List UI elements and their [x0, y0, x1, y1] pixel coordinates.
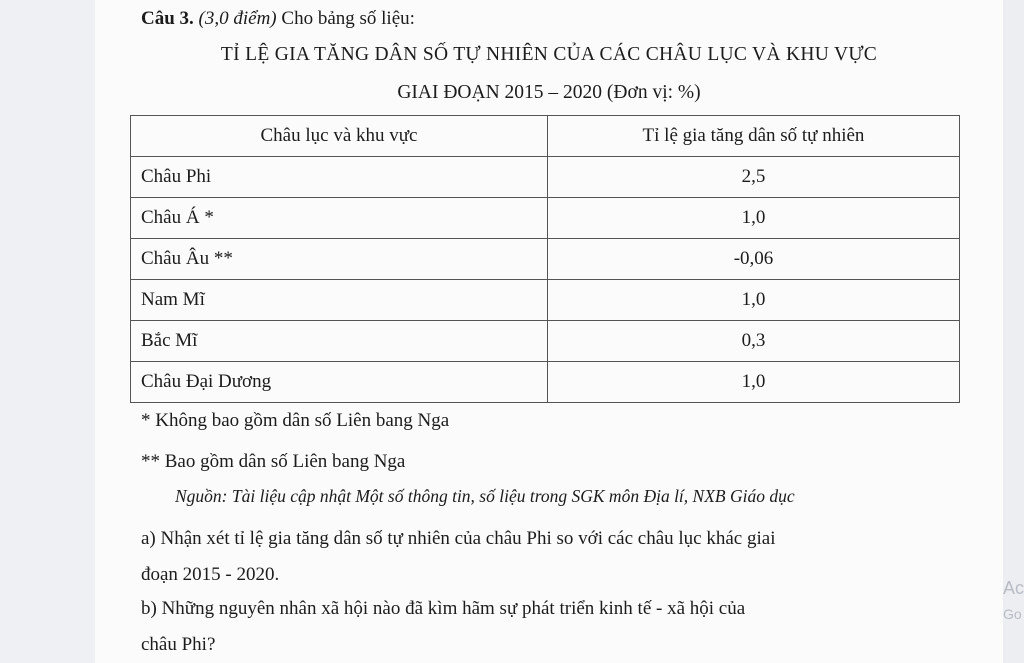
header-rate: Tỉ lệ gia tăng dân số tự nhiên: [548, 116, 960, 157]
rate-cell: -0,06: [548, 239, 960, 280]
question-points: (3,0 điểm): [198, 8, 277, 29]
question-prompt: Cho bảng số liệu:: [281, 8, 415, 29]
table-row: [131, 157, 960, 198]
rate-cell: 1,0: [548, 362, 960, 403]
data-table: [130, 115, 960, 403]
activation-watermark-line1: Ac: [1003, 578, 1024, 598]
rate-cell: 0,3: [548, 321, 960, 362]
question-a-line2: đoạn 2015 - 2020.: [141, 564, 280, 585]
region-cell: Bắc Mĩ: [131, 321, 548, 362]
activation-watermark-line2: Go: [1003, 606, 1022, 622]
region-cell: Châu Phi: [131, 157, 548, 198]
region-cell: Châu Á *: [131, 198, 548, 239]
table-header-row: [131, 116, 960, 157]
region-cell: Nam Mĩ: [131, 280, 548, 321]
table-title-line2: GIAI ĐOẠN 2015 – 2020 (Đơn vị: %): [397, 82, 701, 103]
question-b-line2: châu Phi?: [141, 634, 216, 655]
region-cell: Châu Đại Dương: [131, 362, 548, 403]
question-a-line1: a) Nhận xét tỉ lệ gia tăng dân số tự nhiên của châu Phi so với các châu lục khác giai: [141, 528, 776, 549]
rate-cell: 1,0: [548, 280, 960, 321]
table-row: [131, 239, 960, 280]
table-title-line1: TỈ LỆ GIA TĂNG DÂN SỐ TỰ NHIÊN CỦA CÁC CHÂU LỤC VÀ KHU VỰC: [220, 44, 878, 65]
table-row: [131, 198, 960, 239]
header-region: Châu lục và khu vực: [131, 116, 548, 157]
question-heading: [141, 8, 415, 30]
table-row: [131, 321, 960, 362]
footnote-2: ** Bao gồm dân số Liên bang Nga: [141, 451, 406, 472]
rate-cell: 1,0: [548, 198, 960, 239]
question-number: Câu 3.: [141, 8, 194, 29]
table-row: [131, 280, 960, 321]
question-b-line1: b) Những nguyên nhân xã hội nào đã kìm hãm sự phát triển kinh tế - xã hội của: [141, 598, 746, 619]
footnote-1: * Không bao gồm dân số Liên bang Nga: [141, 410, 450, 431]
table-row: [131, 362, 960, 403]
viewer-margin: [1003, 0, 1024, 663]
source-citation: Nguồn: Tài liệu cập nhật Một số thông tin, số liệu trong SGK môn Địa lí, NXB Giáo dục: [175, 486, 795, 506]
rate-cell: 2,5: [548, 157, 960, 198]
region-cell: Châu Âu **: [131, 239, 548, 280]
